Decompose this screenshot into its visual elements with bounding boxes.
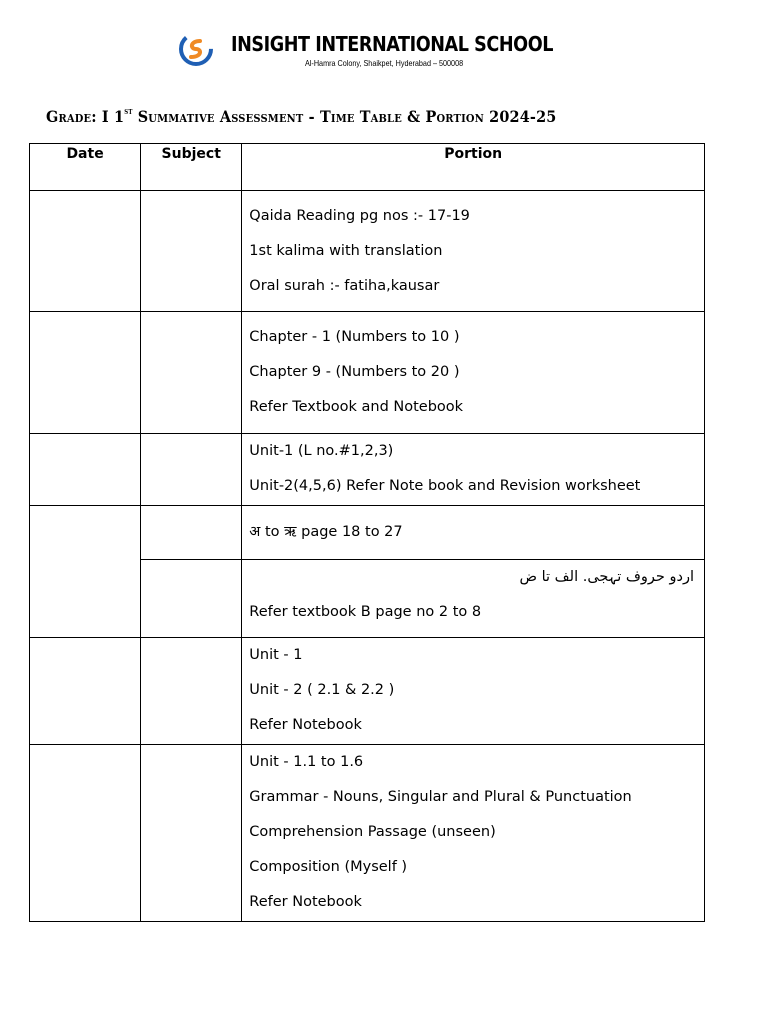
table-header-row [30,144,705,191]
portion-line-urdu: اردو حروف تہجی. الف تا ض [519,569,694,585]
date-cell [30,745,141,922]
subject-cell [141,312,242,434]
header-date: Date [30,144,141,191]
portion-cell [242,312,705,434]
date-cell [30,434,141,506]
portion-cell [242,506,705,560]
portion-line: Unit - 1.1 to 1.6 [249,754,364,770]
document-title [46,106,556,126]
portion-cell [242,745,705,922]
table-row [30,191,705,312]
portion-line: Chapter - 1 (Numbers to 10 ) [249,329,460,345]
portion-line: Refer Notebook [249,894,362,910]
portion-cell [242,560,705,638]
date-cell [30,191,141,312]
portion-line: Comprehension Passage (unseen) [249,824,496,840]
header-portion: Portion [242,144,705,191]
subject-cell [141,434,242,506]
school-name: INSIGHT INTERNATIONAL SCHOOL [231,32,554,56]
portion-line: Grammar - Nouns, Singular and Plural & Punctuation [249,789,632,805]
subject-cell [141,560,242,638]
portion-line: Composition (Myself ) [249,859,408,875]
portion-line: Chapter 9 - (Numbers to 20 ) [249,364,460,380]
school-address: Al-Hamra Colony, Shaikpet, Hyderabad – 500008 [305,58,464,68]
subject-cell [141,191,242,312]
table-row [30,638,705,745]
portion-cell [242,191,705,312]
portion-line: 1st kalima with translation [249,243,443,259]
portion-line: Refer Notebook [249,717,362,733]
date-cell [30,506,141,638]
portion-line: Refer textbook B page no 2 to 8 [249,604,482,620]
portion-line: Unit - 2 ( 2.1 & 2.2 ) [249,682,395,698]
timetable [29,143,705,922]
school-logo-icon [178,31,214,67]
table-row [30,312,705,434]
portion-line: Qaida Reading pg nos :- 17-19 [249,208,470,224]
table-row [30,745,705,922]
portion-line: Unit - 1 [249,647,303,663]
school-header [178,28,578,76]
portion-cell [242,638,705,745]
date-cell [30,638,141,745]
title-superscript: st [124,106,133,116]
portion-line: Oral surah :- fatiha,kausar [249,278,440,294]
portion-line: Unit-2(4,5,6) Refer Note book and Revision worksheet [249,478,641,494]
header-subject: Subject [141,144,242,191]
title-rest: Summative Assessment - Time Table & Portion 2024-25 [132,107,557,126]
subject-cell [141,506,242,560]
subject-cell [141,638,242,745]
portion-line: Refer Textbook and Notebook [249,399,464,415]
date-cell [30,312,141,434]
table-row [30,434,705,506]
portion-line: Unit-1 (L no.#1,2,3) [249,443,394,459]
subject-cell [141,745,242,922]
table-row [30,506,705,560]
title-prefix: Grade: I 1 [46,107,125,126]
portion-cell [242,434,705,506]
portion-line: अ to ऋ page 18 to 27 [249,524,403,540]
